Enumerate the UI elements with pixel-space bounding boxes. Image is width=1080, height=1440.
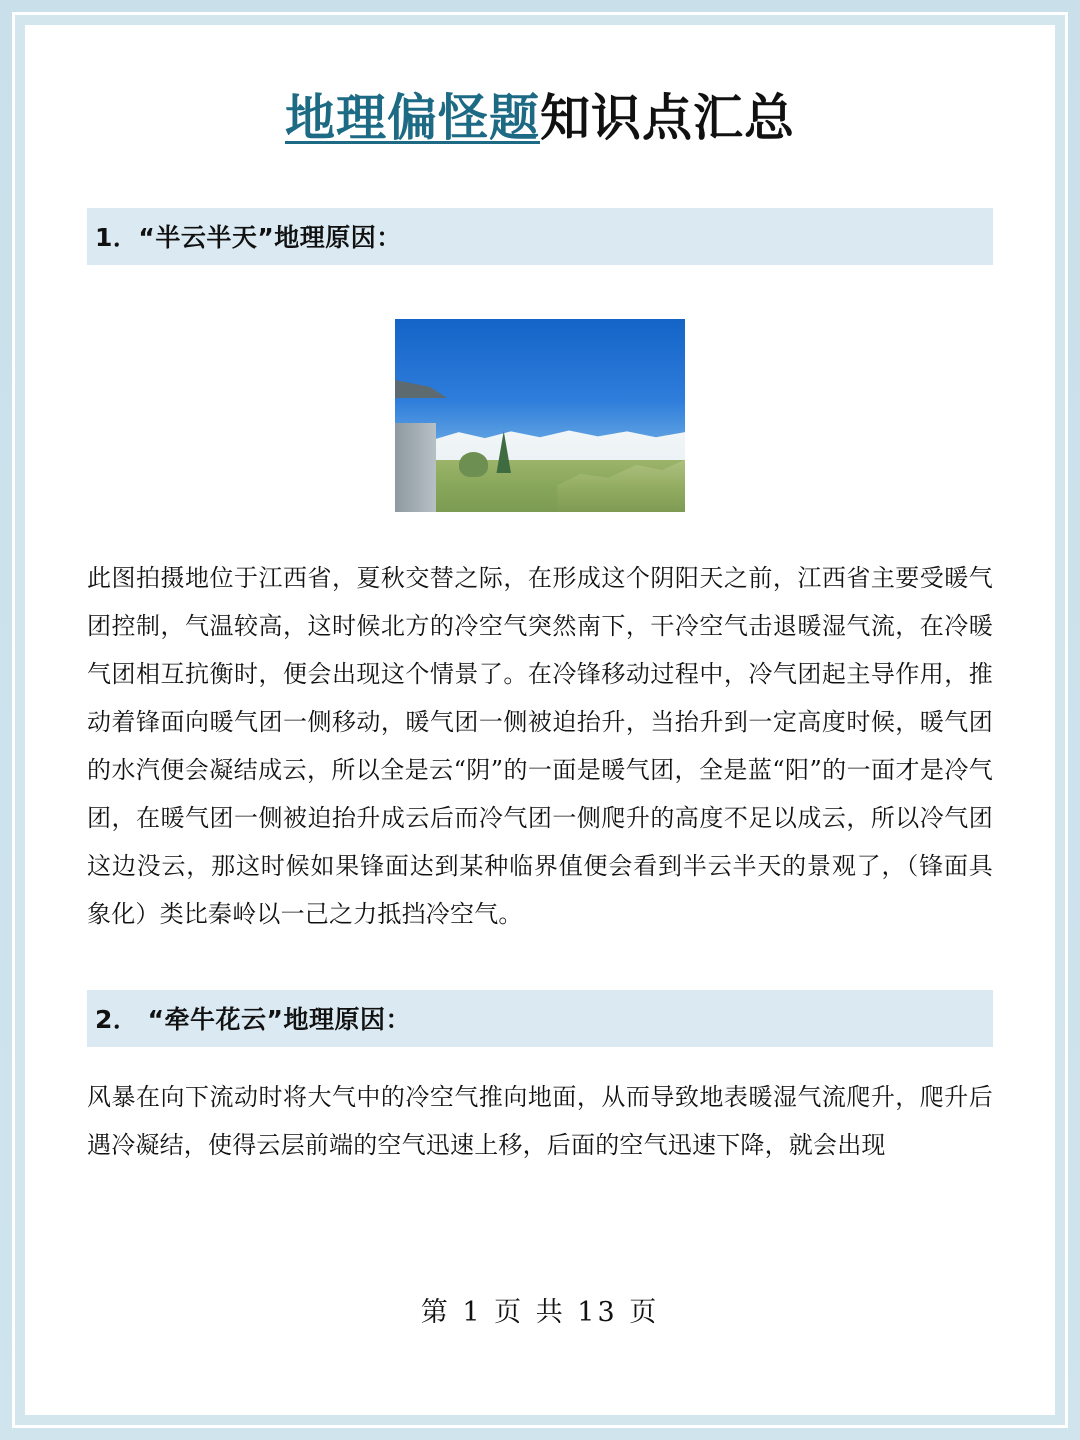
page-title — [87, 89, 993, 148]
photo-shrub — [459, 452, 488, 477]
half-cloud-half-sky-photo — [395, 319, 685, 512]
figure-container — [87, 319, 993, 512]
section-paragraph-1: 此图拍摄地位于江西省，夏秋交替之际，在形成这个阴阳天之前，江西省主要受暖气团控制，气温较高，这时候北方的冷空气突然南下，干冷空气击退暖湿气流，在冷暖气团相互抗衡时，便会出现这个情景了。在冷锋移动过程中，冷气团起主导作用，推动着锋面向暖气团一侧移动，暖气团一侧被迫抬升，当抬升到一定高度时候，暖气团的水汽便会凝结成云，所以全是云“阴”的一面是暖气团，全是蓝“阳”的一面才是冷气团，在暖气团一侧被迫抬升成云后而冷气团一侧爬升的高度不足以成云，所以冷气团这边没云，那这时候如果锋面达到某种临界值便会看到半云半天的景观了，（锋面具象化）类比秦岭以一己之力抵挡冷空气。 — [87, 564, 993, 928]
page-title-rest: 知识点汇总 — [540, 89, 795, 147]
page-border — [12, 12, 1068, 1428]
photo-wall — [395, 423, 436, 512]
page-footer: 第 1 页 共 13 页 — [420, 1297, 660, 1328]
section-heading-1: 1．“半云半天”地理原因： — [87, 208, 993, 265]
section-heading-2: 2． “牵牛花云”地理原因： — [87, 990, 993, 1047]
document-sheet — [25, 25, 1055, 1415]
section-paragraph-2: 风暴在向下流动时将大气中的冷空气推向地面，从而导致地表暖湿气流爬升，爬升后遇冷凝结，使得云层前端的空气迅速上移，后面的空气迅速下降，就会出现 — [87, 1083, 993, 1159]
page-title-highlight: 地理偏怪题 — [285, 89, 540, 147]
